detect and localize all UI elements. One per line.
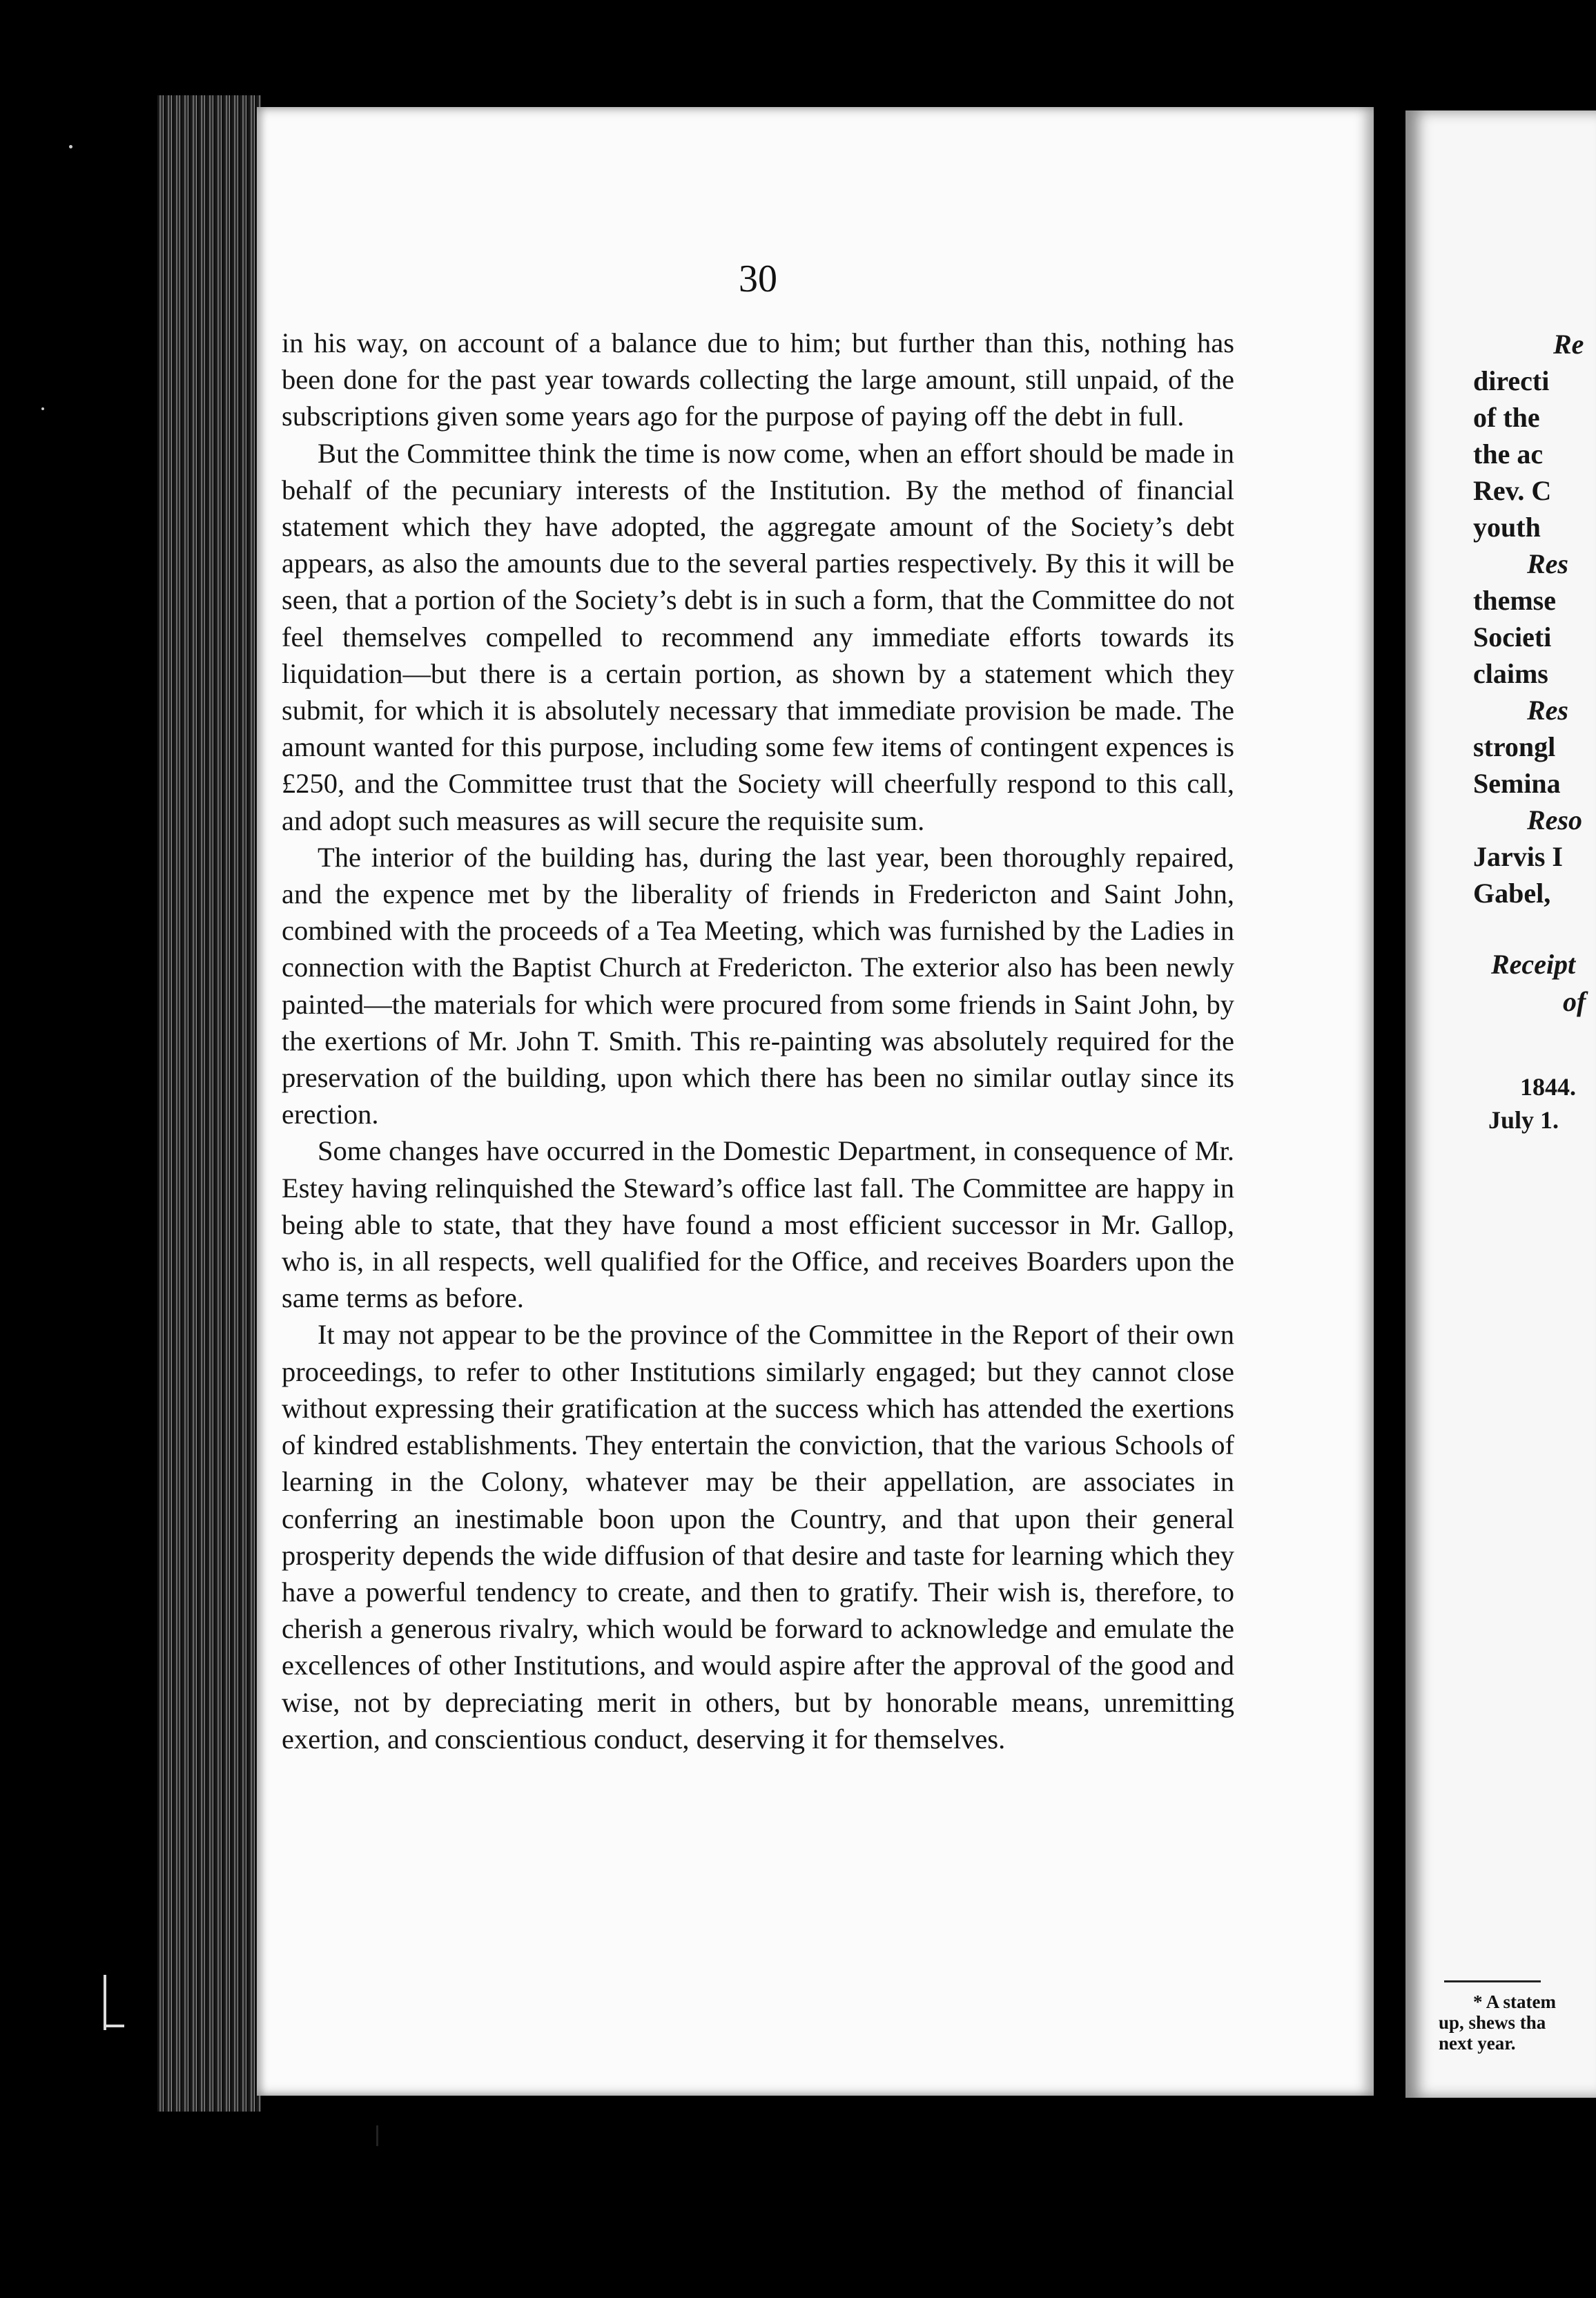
scan-mark (104, 2025, 124, 2027)
scan-mark (104, 1975, 106, 2030)
right-fragment: the ac (1473, 438, 1544, 470)
body-text (282, 325, 1234, 1757)
scan-mark (376, 2125, 378, 2146)
book-spine-edge (157, 95, 261, 2112)
right-fragment: Reso (1527, 804, 1582, 836)
dust-speck (69, 145, 72, 148)
right-fragment: 1844. (1520, 1073, 1576, 1101)
footnote-line: up, shews tha (1439, 2012, 1546, 2033)
right-fragment: Res (1527, 548, 1568, 579)
right-fragment: Res (1527, 695, 1568, 726)
page-number: 30 (739, 258, 777, 300)
paragraph-4: Some changes have occurred in the Domestic Department, in consequence of Mr. Estey having relinquished the Steward’s office last fall. The Committee are happy in being able to state, that they have found a most efficient successor in Mr. Gallop, who is, in all respects, well qualified for the Office, and receives Boarders upon the same terms as before. (282, 1135, 1234, 1314)
footnote-line: next year. (1439, 2033, 1516, 2054)
footnote (1439, 1991, 1596, 2054)
right-fragment: Gabel, (1473, 878, 1551, 909)
dust-speck (41, 407, 44, 410)
right-fragment: strongl (1473, 731, 1556, 762)
paragraph-1: in his way, on account of a balance due to him; but further than this, nothing has been done for the past year towards collecting the large amount, still unpaid, of the subscriptions given some years ago for the purpose of paying off the debt in full. (282, 327, 1234, 432)
right-fragment: Jarvis I (1473, 841, 1563, 872)
right-fragment: Rev. C (1473, 475, 1552, 506)
right-fragment: youth (1473, 512, 1541, 543)
right-fragment: Societi (1473, 621, 1552, 653)
paragraph-5: It may not appear to be the province of the Committee in the Report of their own proceedings, to refer to other Institutions similarly engaged; but they cannot close without expressing their gratification at the success which has attended the exertions of kindred establishments. They entertain the conviction, that the various Schools of learning in the Colony, whatever may be their appellation, are associates in conferring an inestimable boon upon the Country, and that upon their general prosperity depends the wide diffusion of that desire and taste for learning which they have a powerful tendency to create, and then to gratify. Their wish is, therefore, to cherish a generous rivalry, which would be forward to acknowledge and emulate the excellences of other Institutions, and would aspire after the approval of the good and wise, not by depreciating merit in others, but by honorable means, unremitting exertion, and conscientious conduct, deserving it for themselves. (282, 1319, 1234, 1755)
right-fragment: claims (1473, 658, 1548, 689)
right-fragment: July 1. (1488, 1106, 1559, 1134)
footnote-rule (1444, 1980, 1541, 1982)
right-fragment: Re (1553, 329, 1584, 360)
right-fragment: of (1563, 986, 1586, 1017)
right-fragment: Semina (1473, 768, 1561, 799)
right-fragment: of the (1473, 402, 1540, 433)
right-fragment: themse (1473, 585, 1556, 616)
paragraph-2: But the Committee think the time is now come, when an effort should be made in behalf of the pecuniary interests of the Institution. By the method of financial statement which they have adopted, the aggregate amount of the Society’s debt appears, as also the amounts due to the several parties respectively. By this it will be seen, that a portion of the Society’s debt is in such a form, that the Committee do not feel themselves compelled to recommend any immediate efforts towards its liquidation—but there is a certain portion, as shown by a statement which they submit, for which it is absolutely necessary that immediate provision be made. The amount wanted for this purpose, including some few items of contingent expences is £250, and the Committee trust that the Society will cheerfully respond to this call, and adopt such measures as will secure the requisite sum. (282, 437, 1234, 836)
right-fragment: Receipt (1491, 949, 1576, 980)
footnote-line: * A statem (1473, 1991, 1556, 2012)
paragraph-3: The interior of the building has, during the last year, been thoroughly repaired, and the expence met by the liberality of friends in Fredericton and Saint John, combined with the proceeds of a Tea Meeting, which was furnished by the Ladies in connection with the Baptist Church at Fredericton. The exterior also has been newly painted—the materials for which were procured from some friends in Saint John, by the exertions of Mr. John T. Smith. This re-painting was absolutely required for the preservation of the building, upon which there has been no similar outlay since its erection. (282, 841, 1234, 1130)
right-fragment: directi (1473, 365, 1550, 396)
